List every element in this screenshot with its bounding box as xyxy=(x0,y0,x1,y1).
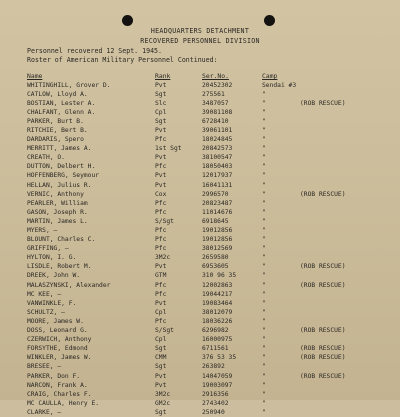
table-row xyxy=(0,353,400,362)
camp-cell: " xyxy=(262,281,266,289)
camp-cell: " xyxy=(262,372,266,380)
rank-cell: Pfc xyxy=(155,290,167,298)
table-row xyxy=(0,372,400,381)
serial-number-cell: 2743402 xyxy=(202,399,229,407)
table-row xyxy=(0,335,400,344)
table-row xyxy=(0,290,400,299)
rank-cell: S/Sgt xyxy=(155,327,174,335)
serial-number-cell: 376 53 35 xyxy=(202,354,237,362)
table-row xyxy=(0,190,400,199)
rank-cell: GM2c xyxy=(155,399,171,407)
person-name: RITCHIE, Bert B. xyxy=(27,126,88,134)
table-row xyxy=(0,235,400,244)
camp-cell: " xyxy=(262,272,266,280)
table-row xyxy=(0,308,400,317)
person-name: CZERWICH, Anthony xyxy=(27,336,92,344)
person-name: FORSYTHE, Edmond xyxy=(27,345,88,353)
person-name: MC KEE, — xyxy=(27,290,62,298)
rescue-note: (ROB RESCUE) xyxy=(300,99,346,107)
serial-number-cell: 38100547 xyxy=(202,154,233,162)
serial-number-cell: 39081108 xyxy=(202,108,233,116)
camp-cell: " xyxy=(262,99,266,107)
table-row xyxy=(0,326,400,335)
person-name: GRIFFING, — xyxy=(27,245,69,253)
person-name: HELLAN, Julius R. xyxy=(27,181,92,189)
serial-number-cell: 2996570 xyxy=(202,190,229,198)
serial-number-cell: 18036226 xyxy=(202,317,233,325)
camp-cell: " xyxy=(262,354,266,362)
serial-number-cell: 6953605 xyxy=(202,263,229,271)
person-name: HYLTON, I. G. xyxy=(27,254,77,262)
rescue-note: (ROB RESCUE) xyxy=(300,354,346,362)
person-name: SCHULTZ, — xyxy=(27,308,65,316)
camp-cell: " xyxy=(262,172,266,180)
table-row xyxy=(0,126,400,135)
column-header-rank: Rank xyxy=(155,72,171,80)
camp-cell: " xyxy=(262,408,266,416)
rank-cell: Pvt xyxy=(155,126,167,134)
table-row xyxy=(0,362,400,371)
person-name: MERRITT, James A. xyxy=(27,145,92,153)
rank-cell: Pvt xyxy=(155,372,167,380)
table-row xyxy=(0,253,400,262)
serial-number-cell: 18050403 xyxy=(202,163,233,171)
serial-number-cell: 2916356 xyxy=(202,390,229,398)
camp-cell: " xyxy=(262,163,266,171)
rank-cell: Slc xyxy=(155,99,167,107)
table-row xyxy=(0,208,400,217)
serial-number-cell: 12002863 xyxy=(202,281,233,289)
camp-cell: " xyxy=(262,381,266,389)
document-subtitle: RECOVERED PERSONNEL DIVISION xyxy=(140,37,260,45)
rank-cell: Cox xyxy=(155,190,167,198)
rank-cell: Pvt xyxy=(155,172,167,180)
table-row xyxy=(0,399,400,408)
rank-cell: Pvt xyxy=(155,263,167,271)
table-row xyxy=(0,262,400,271)
person-name: WHITINGHILL, Grover D. xyxy=(27,81,111,89)
serial-number-cell: 6728410 xyxy=(202,117,229,125)
table-row xyxy=(0,299,400,308)
rescue-note: (ROB RESCUE) xyxy=(300,190,346,198)
person-name: MALASZYNSKI, Alexander xyxy=(27,281,111,289)
camp-cell: " xyxy=(262,199,266,207)
table-row xyxy=(0,108,400,117)
person-name: CATLOW, Lloyd A. xyxy=(27,90,88,98)
serial-number-cell: 19044217 xyxy=(202,290,233,298)
camp-cell: " xyxy=(262,236,266,244)
rank-cell: Pfc xyxy=(155,208,167,216)
rank-cell: Pfc xyxy=(155,163,167,171)
camp-cell: " xyxy=(262,254,266,262)
serial-number-cell: 275561 xyxy=(202,90,225,98)
rank-cell: 3M2c xyxy=(155,390,171,398)
person-name: BLOUNT, Charles C. xyxy=(27,236,96,244)
serial-number-cell: 19003097 xyxy=(202,381,233,389)
rank-cell: Pfc xyxy=(155,317,167,325)
person-name: MARTIN, James L. xyxy=(27,217,88,225)
camp-cell: " xyxy=(262,299,266,307)
rank-cell: Pvt xyxy=(155,181,167,189)
table-row xyxy=(0,244,400,253)
person-name: MOORE, James W. xyxy=(27,317,84,325)
camp-cell: " xyxy=(262,136,266,144)
table-row xyxy=(0,99,400,108)
table-row xyxy=(0,381,400,390)
camp-cell: " xyxy=(262,336,266,344)
person-name: PEARLER, William xyxy=(27,199,88,207)
serial-number-cell: 16041131 xyxy=(202,181,233,189)
table-row xyxy=(0,90,400,99)
camp-cell: " xyxy=(262,345,266,353)
person-name: PARKER, Don F. xyxy=(27,372,81,380)
table-row xyxy=(0,144,400,153)
rank-cell: Sgt xyxy=(155,363,167,371)
table-row xyxy=(0,317,400,326)
rank-cell: Pfc xyxy=(155,236,167,244)
person-name: DREEK, John W. xyxy=(27,272,81,280)
person-name: PARKER, Burt B. xyxy=(27,117,84,125)
rank-cell: Cpl xyxy=(155,108,167,116)
person-name: HOFFENBERG, Seymour xyxy=(27,172,100,180)
serial-number-cell: 3487057 xyxy=(202,99,229,107)
rank-cell: 1st Sgt xyxy=(155,145,182,153)
table-row xyxy=(0,181,400,190)
rank-cell: Sgt xyxy=(155,408,167,416)
person-name: WINKLER, James W. xyxy=(27,354,92,362)
serial-number-cell: 310 96 35 xyxy=(202,272,237,280)
table-row xyxy=(0,390,400,399)
camp-cell: " xyxy=(262,181,266,189)
person-name: BRESEE, — xyxy=(27,363,62,371)
column-header-name: Name xyxy=(27,72,43,80)
rescue-note: (ROB RESCUE) xyxy=(300,372,346,380)
table-row xyxy=(0,226,400,235)
person-name: GASON, Joseph R. xyxy=(27,208,88,216)
person-name: BOSTIAN, Lester A. xyxy=(27,99,96,107)
table-row xyxy=(0,344,400,353)
serial-number-cell: 11014676 xyxy=(202,208,233,216)
table-row xyxy=(0,271,400,280)
camp-cell: " xyxy=(262,117,266,125)
camp-cell: " xyxy=(262,227,266,234)
serial-number-cell: 263892 xyxy=(202,363,225,371)
serial-number-cell: 14047059 xyxy=(202,372,233,380)
column-header-serial: Ser.No. xyxy=(202,72,229,80)
person-name: VANWINKLE, F. xyxy=(27,299,77,307)
serial-number-cell: 250940 xyxy=(202,408,225,416)
rank-cell: Pfc xyxy=(155,199,167,207)
camp-cell: " xyxy=(262,317,266,325)
roster-table xyxy=(0,81,400,417)
serial-number-cell: 2659580 xyxy=(202,254,229,262)
rescue-note: (ROB RESCUE) xyxy=(300,345,346,353)
camp-cell: " xyxy=(262,90,266,98)
table-row xyxy=(0,162,400,171)
rank-cell: 3M2c xyxy=(155,254,171,262)
person-name: DUTTON, Delbert H. xyxy=(27,163,96,171)
serial-number-cell: 6296982 xyxy=(202,327,229,335)
table-row xyxy=(0,171,400,180)
rescue-note: (ROB RESCUE) xyxy=(300,327,346,335)
person-name: DOSS, Leonard G. xyxy=(27,327,88,335)
person-name: NARCON, Frank A. xyxy=(27,381,88,389)
table-row xyxy=(0,199,400,208)
camp-cell: " xyxy=(262,190,266,198)
table-row xyxy=(0,117,400,126)
person-name: MC CAULLA, Henry E. xyxy=(27,399,100,407)
person-name: VERNIC, Anthony xyxy=(27,190,84,198)
serial-number-cell: 12017937 xyxy=(202,172,233,180)
camp-cell: " xyxy=(262,363,266,371)
rank-cell: Sgt xyxy=(155,90,167,98)
camp-cell: " xyxy=(262,217,266,225)
table-row xyxy=(0,153,400,162)
document-title: HEADQUARTERS DETACHMENT xyxy=(150,27,250,35)
column-header-camp: Camp xyxy=(262,72,278,80)
camp-cell: " xyxy=(262,308,266,316)
camp-cell: " xyxy=(262,108,266,116)
camp-cell: " xyxy=(262,208,266,216)
camp-cell: " xyxy=(262,245,266,253)
rank-cell: Pfc xyxy=(155,227,167,234)
rank-cell: Cpl xyxy=(155,308,167,316)
table-row xyxy=(0,217,400,226)
serial-number-cell: 20823487 xyxy=(202,199,233,207)
serial-number-cell: 20842573 xyxy=(202,145,233,153)
camp-cell: " xyxy=(262,290,266,298)
camp-cell: " xyxy=(262,263,266,271)
person-name: CHALFANT, Glenn A. xyxy=(27,108,96,116)
recovery-date-line: Personnel recovered 12 Sept. 1945. xyxy=(27,47,162,55)
person-name: MYERS, — xyxy=(27,227,58,234)
serial-number-cell: 38012079 xyxy=(202,308,233,316)
table-row xyxy=(0,281,400,290)
rank-cell: Pvt xyxy=(155,81,167,89)
rank-cell: Sgt xyxy=(155,345,167,353)
person-name: CLARKE, — xyxy=(27,408,62,416)
camp-cell: " xyxy=(262,145,266,153)
rank-cell: Pvt xyxy=(155,299,167,307)
table-row xyxy=(0,135,400,144)
table-row xyxy=(0,408,400,417)
camp-cell: " xyxy=(262,399,266,407)
rank-cell: Pfc xyxy=(155,136,167,144)
person-name: CRAIG, Charles F. xyxy=(27,390,92,398)
camp-cell: " xyxy=(262,126,266,134)
serial-number-cell: 6711561 xyxy=(202,345,229,353)
rank-cell: GTM xyxy=(155,272,167,280)
serial-number-cell: 6918645 xyxy=(202,217,229,225)
rescue-note: (ROB RESCUE) xyxy=(300,263,346,271)
rank-cell: CMM xyxy=(155,354,167,362)
serial-number-cell: 38012569 xyxy=(202,245,233,253)
rank-cell: S/Sgt xyxy=(155,217,174,225)
rank-cell: Pvt xyxy=(155,381,167,389)
rank-cell: Cpl xyxy=(155,336,167,344)
person-name: CREATH, O. xyxy=(27,154,65,162)
table-row xyxy=(0,81,400,90)
serial-number-cell: 19012856 xyxy=(202,227,233,234)
serial-number-cell: 16000975 xyxy=(202,336,233,344)
serial-number-cell: 18024845 xyxy=(202,136,233,144)
roster-caption: Roster of American Military Personnel Continued: xyxy=(27,56,218,64)
camp-cell: " xyxy=(262,390,266,398)
rank-cell: Pfc xyxy=(155,245,167,253)
person-name: DARDARIS, Spero xyxy=(27,136,84,144)
camp-cell: " xyxy=(262,154,266,162)
serial-number-cell: 19012856 xyxy=(202,236,233,244)
rank-cell: Pvt xyxy=(155,154,167,162)
camp-cell: Sendai #3 xyxy=(262,81,297,89)
rank-cell: Sgt xyxy=(155,117,167,125)
rescue-note: (ROB RESCUE) xyxy=(300,281,346,289)
person-name: LISDLE, Robert M. xyxy=(27,263,92,271)
camp-cell: " xyxy=(262,327,266,335)
serial-number-cell: 19083464 xyxy=(202,299,233,307)
punch-hole-right xyxy=(264,15,275,26)
serial-number-cell: 20452302 xyxy=(202,81,233,89)
serial-number-cell: 39061101 xyxy=(202,126,233,134)
punch-hole-left xyxy=(122,15,133,26)
rank-cell: Pfc xyxy=(155,281,167,289)
